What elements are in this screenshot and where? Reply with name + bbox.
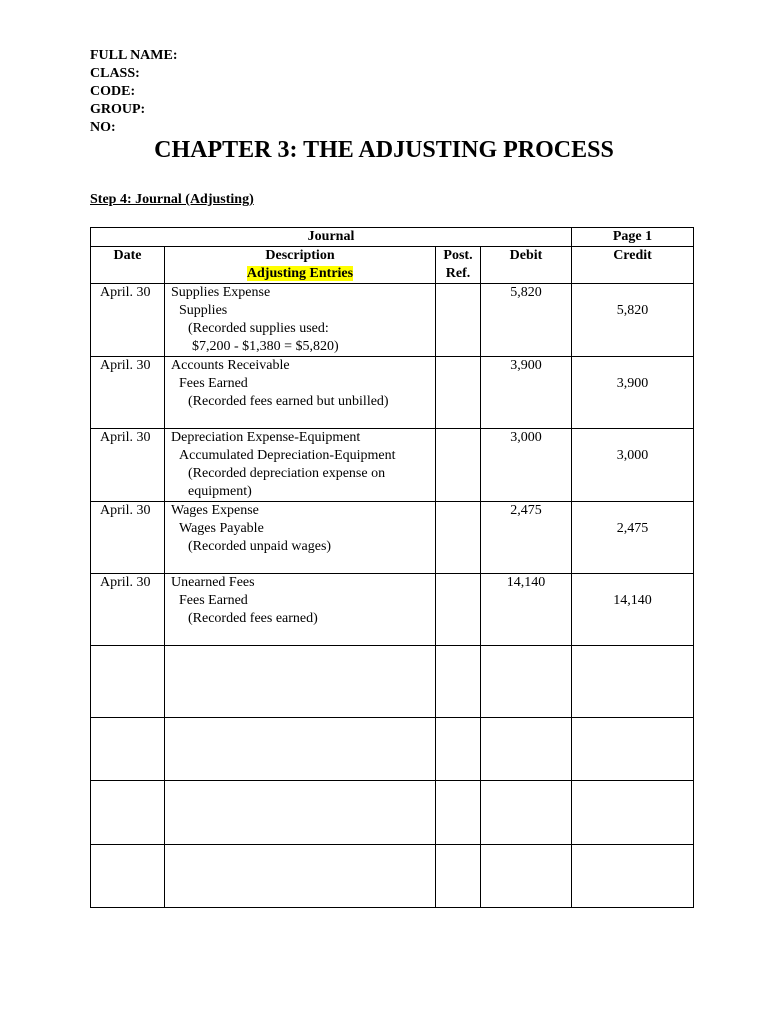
debit-account: Depreciation Expense-Equipment	[171, 430, 361, 445]
credit-account: Accumulated Depreciation-Equipment	[179, 448, 396, 463]
entry-explanation-cont: equipment)	[188, 484, 252, 499]
journal-row	[91, 429, 694, 502]
empty-cell	[481, 845, 572, 908]
adjusting-entries-highlight: Adjusting Entries	[246, 266, 354, 281]
code-label: CODE:	[90, 84, 136, 99]
entry-date: April. 30	[91, 429, 165, 502]
debit-account: Unearned Fees	[171, 575, 255, 590]
student-info	[90, 47, 178, 137]
entry-date: April. 30	[91, 574, 165, 646]
entry-description	[165, 357, 436, 429]
empty-cell	[436, 781, 481, 845]
post-ref-cell	[436, 574, 481, 646]
no-label: NO:	[90, 120, 116, 135]
journal-title: Journal	[91, 228, 572, 247]
entry-explanation: (Recorded fees earned)	[188, 611, 318, 626]
credit-amount: 3,000	[572, 429, 694, 502]
empty-cell	[436, 646, 481, 718]
debit-amount: 3,900	[481, 357, 572, 429]
post-ref-cell	[436, 429, 481, 502]
description-header	[165, 247, 436, 284]
entry-date: April. 30	[91, 284, 165, 357]
group-label: GROUP:	[90, 102, 146, 117]
post-ref-cell	[436, 357, 481, 429]
post-ref-cell	[436, 284, 481, 357]
credit-amount: 14,140	[572, 574, 694, 646]
empty-cell	[91, 845, 165, 908]
credit-amount: 2,475	[572, 502, 694, 574]
empty-journal-row	[91, 646, 694, 718]
debit-account: Accounts Receivable	[171, 358, 290, 373]
entry-description	[165, 284, 436, 357]
entry-description	[165, 574, 436, 646]
credit-account: Fees Earned	[179, 593, 248, 608]
journal-table	[90, 227, 694, 908]
empty-cell	[572, 845, 694, 908]
empty-cell	[436, 718, 481, 781]
empty-cell	[91, 781, 165, 845]
entry-explanation-cont: $7,200 - $1,380 = $5,820)	[192, 339, 339, 354]
page-number: Page 1	[572, 228, 694, 247]
empty-cell	[165, 845, 436, 908]
empty-cell	[165, 781, 436, 845]
post-ref-label-1: Post.	[443, 248, 473, 263]
date-header: Date	[91, 247, 165, 284]
credit-account: Wages Payable	[179, 521, 264, 536]
journal-row	[91, 502, 694, 574]
entry-explanation: (Recorded supplies used:	[188, 321, 329, 336]
debit-account: Supplies Expense	[171, 285, 271, 300]
entry-description	[165, 502, 436, 574]
journal-row	[91, 574, 694, 646]
class-label: CLASS:	[90, 66, 140, 81]
entry-explanation: (Recorded depreciation expense on	[188, 466, 386, 481]
entry-description	[165, 429, 436, 502]
empty-journal-row	[91, 845, 694, 908]
post-ref-header	[436, 247, 481, 284]
credit-header: Credit	[572, 247, 694, 284]
empty-cell	[436, 845, 481, 908]
entry-date: April. 30	[91, 357, 165, 429]
post-ref-cell	[436, 502, 481, 574]
entry-date: April. 30	[91, 502, 165, 574]
credit-amount: 5,820	[572, 284, 694, 357]
description-header-label: Description	[265, 248, 335, 263]
debit-amount: 3,000	[481, 429, 572, 502]
credit-account: Supplies	[179, 303, 228, 318]
empty-cell	[91, 646, 165, 718]
credit-account: Fees Earned	[179, 376, 248, 391]
debit-amount: 5,820	[481, 284, 572, 357]
empty-cell	[165, 646, 436, 718]
empty-cell	[481, 646, 572, 718]
full-name-label: FULL NAME:	[90, 48, 178, 63]
empty-cell	[572, 646, 694, 718]
empty-cell	[572, 718, 694, 781]
empty-journal-row	[91, 718, 694, 781]
debit-header: Debit	[481, 247, 572, 284]
empty-cell	[481, 718, 572, 781]
empty-cell	[572, 781, 694, 845]
debit-amount: 2,475	[481, 502, 572, 574]
debit-amount: 14,140	[481, 574, 572, 646]
journal-row	[91, 357, 694, 429]
page-title: CHAPTER 3: THE ADJUSTING PROCESS	[154, 137, 614, 163]
step-heading: Step 4: Journal (Adjusting)	[90, 192, 254, 207]
entry-explanation: (Recorded unpaid wages)	[188, 539, 332, 554]
credit-amount: 3,900	[572, 357, 694, 429]
debit-account: Wages Expense	[171, 503, 259, 518]
journal-row	[91, 284, 694, 357]
entry-explanation: (Recorded fees earned but unbilled)	[188, 394, 389, 409]
empty-cell	[91, 718, 165, 781]
post-ref-label-2: Ref.	[445, 266, 471, 281]
empty-cell	[481, 781, 572, 845]
empty-journal-row	[91, 781, 694, 845]
empty-cell	[165, 718, 436, 781]
